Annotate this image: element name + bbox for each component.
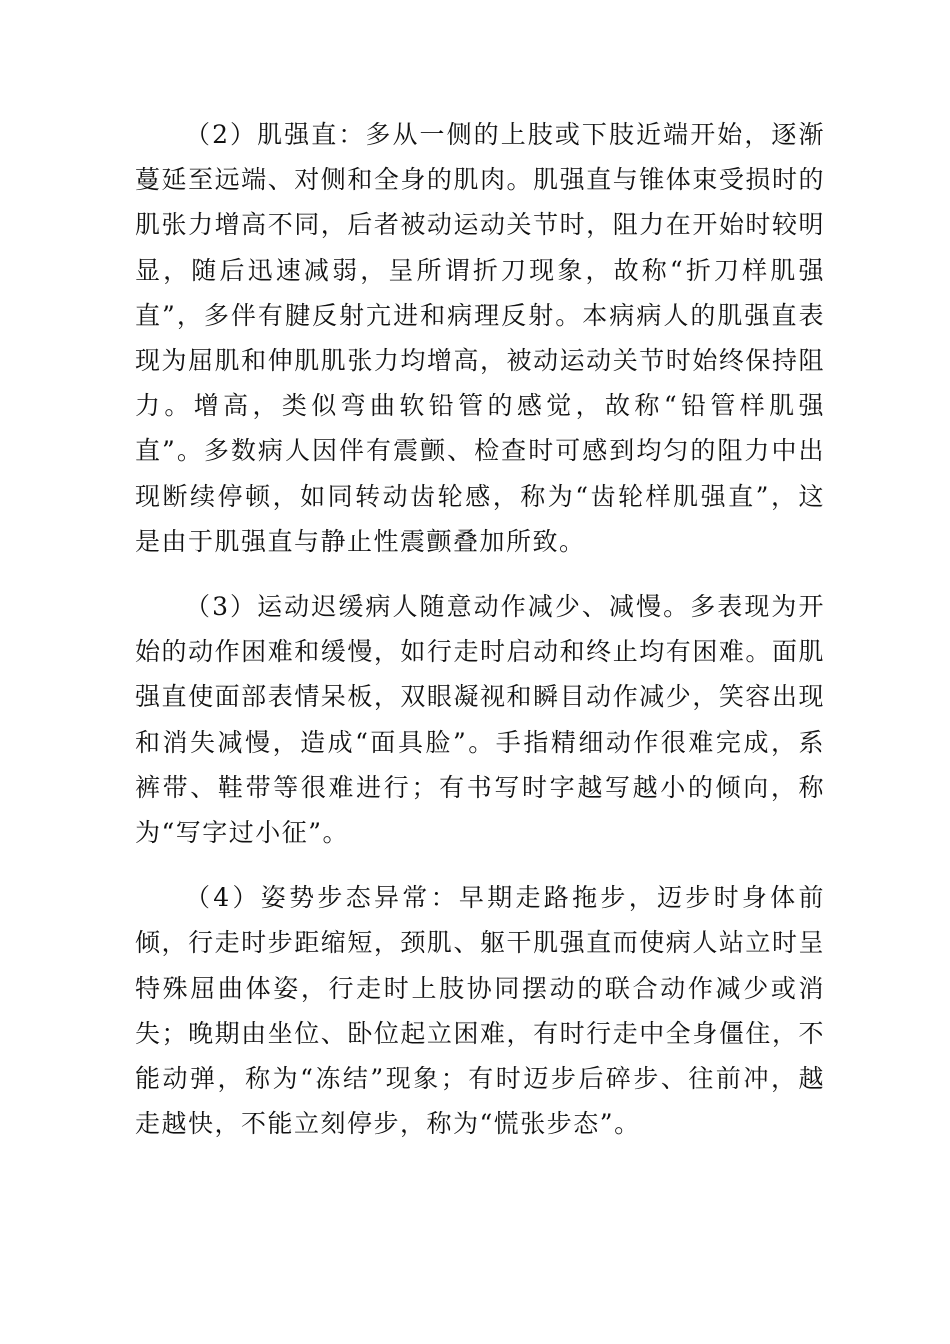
paragraph-bradykinesia: （3）运动迟缓病人随意动作减少、减慢。多表现为开始的动作困难和缓慢，如行走时启动和终止均有困难。面肌强直使面部表情呆板，双眼凝视和瞬目动作减少，笑容出现和消失减慢，造成“面具脸”。手指精细动作很难完成，系裤带、鞋带等很难进行；有书写时字越写越小的倾向，称为“写字过小征”。: [135, 592, 825, 848]
document-body: [135, 112, 825, 1146]
paragraph-posture-gait-abnormality: （4）姿势步态异常：早期走路拖步，迈步时身体前倾，行走时步距缩短，颈肌、躯干肌强直而使病人站立时呈特殊屈曲体姿，行走时上肢协同摆动的联合动作减少或消失；晚期由坐位、卧位起立困难，有时行走中全身僵住，不能动弹，称为“冻结”现象；有时迈步后碎步、往前冲，越走越快，不能立刻停步，称为“慌张步态”。: [135, 883, 825, 1139]
paragraph-muscle-rigidity: （2）肌强直：多从一侧的上肢或下肢近端开始，逐渐蔓延至远端、对侧和全身的肌肉。肌强直与锥体束受损时的肌张力增高不同，后者被动运动关节时，阻力在开始时较明显，随后迅速减弱，呈所谓折刀现象，故称“折刀样肌强直”，多伴有腱反射亢进和病理反射。本病病人的肌强直表现为屈肌和伸肌肌张力均增高，被动运动关节时始终保持阻力。增高，类似弯曲软铅管的感觉，故称“铅管样肌强直”。多数病人因伴有震颤、检查时可感到均匀的阻力中出现断续停顿，如同转动齿轮感，称为“齿轮样肌强直”，这是由于肌强直与静止性震颤叠加所致。: [135, 120, 825, 556]
